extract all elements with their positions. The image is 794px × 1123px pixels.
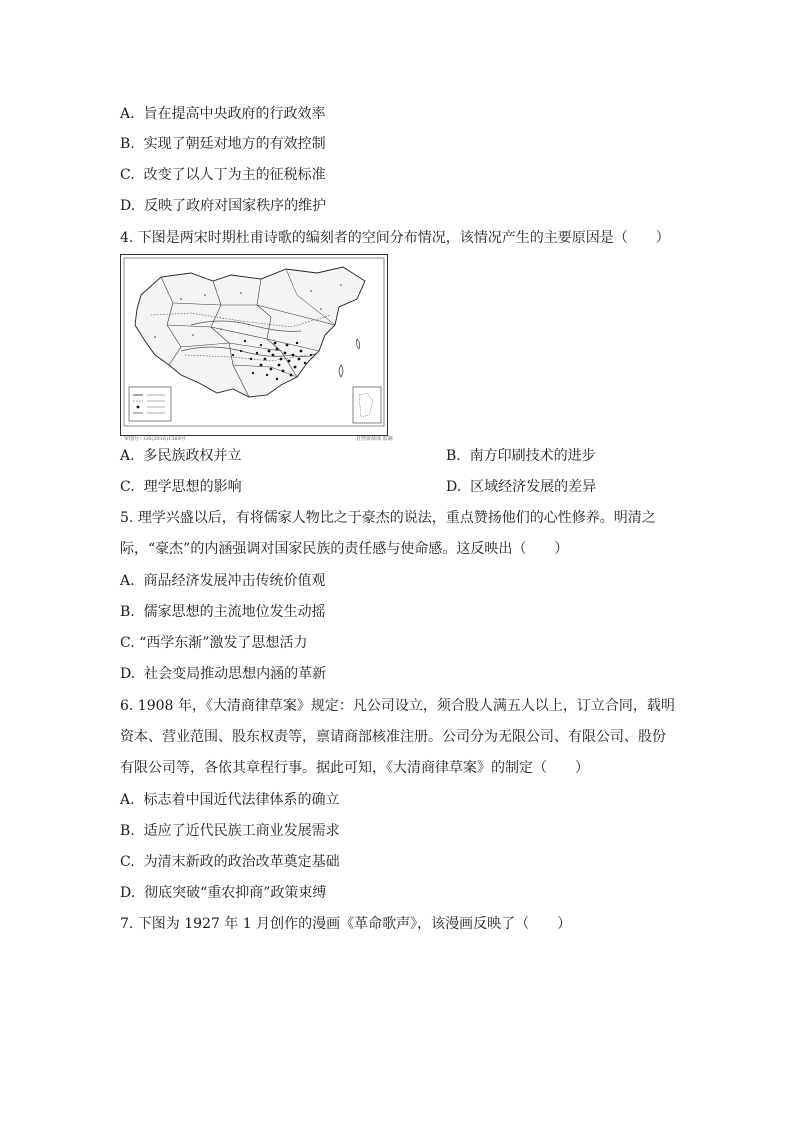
q6-option-d	[120, 883, 326, 903]
q3-option-b	[120, 134, 326, 154]
q4-option-c	[120, 477, 242, 497]
option-letter: A.	[120, 573, 135, 589]
option-letter: A.	[120, 106, 135, 122]
option-text: 实现了朝廷对地方的有效控制	[143, 136, 326, 152]
option-letter: D.	[120, 666, 136, 682]
map-illustration	[121, 255, 387, 435]
option-text: 理学思想的影响	[143, 479, 242, 495]
q6-stem-line-1: 6. 1908 年，《大清商律草案》规定：凡公司设立，须合股人满五人以上，订立合同，载明	[120, 698, 675, 714]
q5-stem-line-1: 5. 理学兴盛以后，有将儒家人物比之于豪杰的说法，重点赞扬他们的心性修养。明清之	[120, 510, 656, 526]
q4-option-a	[120, 446, 241, 466]
option-letter: B.	[120, 823, 135, 839]
option-text: 彻底突破“重农抑商”政策束缚	[144, 885, 327, 901]
option-letter: D.	[120, 198, 136, 214]
option-text: 反映了政府对国家秩序的维护	[144, 198, 327, 214]
option-letter: C.	[120, 479, 135, 495]
option-text: 为清末新政的政治改革奠定基础	[143, 854, 340, 870]
q3-option-d	[120, 196, 326, 216]
q6-stem-line-2: 资本、营业范围、股东权责等，禀请商部核准注册。公司分为无限公司、有限公司、股份	[120, 729, 666, 745]
option-text: 社会变局推动思想内涵的革新	[144, 666, 327, 682]
q6-stem-line-3: 有限公司等，各依其章程行事。据此可知，《大清商律草案》的制定（ ）	[120, 760, 589, 776]
option-letter: D.	[446, 479, 462, 495]
map-approval-number: 审图号：GS(2016)1569号	[124, 436, 186, 442]
option-letter: A.	[120, 448, 135, 464]
option-text: 标志着中国近代法律体系的确立	[143, 792, 340, 808]
q5-option-d	[120, 664, 326, 684]
option-letter: D.	[120, 885, 136, 901]
option-text: 适应了近代民族工商业发展需求	[143, 823, 340, 839]
option-letter: C.	[120, 635, 135, 651]
option-letter: C.	[120, 167, 135, 183]
q3-option-c	[120, 165, 326, 185]
option-text: 区域经济发展的差异	[470, 479, 597, 495]
q5-option-c	[120, 633, 307, 653]
q4-stem: 4. 下图是两宋时期杜甫诗歌的编刻者的空间分布情况，该情况产生的主要原因是（ ）	[120, 230, 670, 246]
q4-option-d	[446, 477, 596, 497]
option-text: 改变了以人丁为主的征税标准	[143, 167, 326, 183]
option-text: 旨在提高中央政府的行政效率	[143, 106, 326, 122]
q6-option-b	[120, 821, 340, 841]
option-text: 南方印刷技术的进步	[469, 448, 596, 464]
option-text: 多民族政权并立	[143, 448, 242, 464]
map-publisher: 自然资源部 监制	[356, 436, 393, 442]
option-letter: B.	[120, 604, 135, 620]
q6-option-a	[120, 790, 339, 810]
option-letter: A.	[120, 792, 135, 808]
q5-option-a	[120, 571, 325, 591]
q6-option-c	[120, 852, 340, 872]
q7-stem: 7. 下图为 1927 年 1 月创作的漫画《革命歌声》，该漫画反映了（ ）	[120, 916, 572, 932]
q3-option-a	[120, 104, 325, 124]
q5-option-b	[120, 602, 326, 622]
option-letter: B.	[446, 448, 461, 464]
option-letter: C.	[120, 854, 135, 870]
q4-option-b	[446, 446, 596, 466]
q5-stem-line-2: 际，“豪杰”的内涵强调对国家民族的责任感与使命感。这反映出（ ）	[120, 541, 569, 557]
option-letter: B.	[120, 136, 135, 152]
song-dynasty-map	[120, 254, 388, 436]
option-text: “西学东渐”激发了思想活力	[139, 635, 308, 651]
option-text: 儒家思想的主流地位发生动摇	[143, 604, 326, 620]
option-text: 商品经济发展冲击传统价值观	[143, 573, 326, 589]
